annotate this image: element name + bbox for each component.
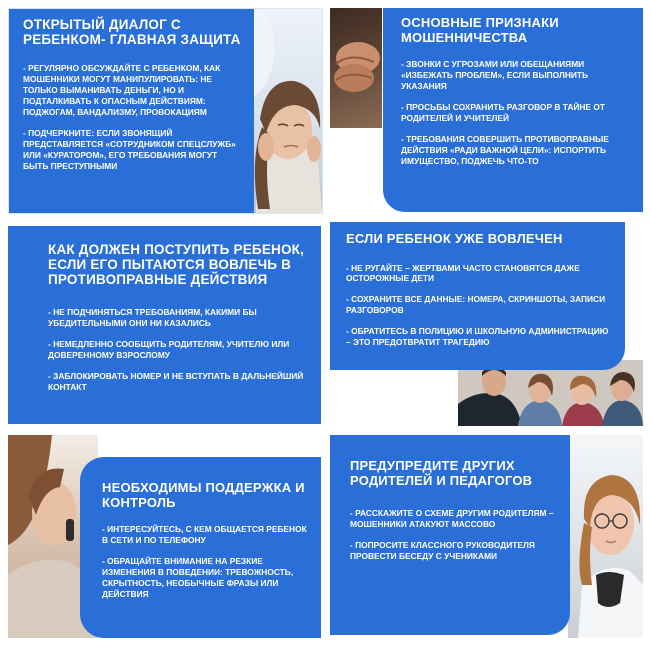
info-card [80,457,321,638]
card-bullet: - ИНТЕРЕСУЙТЕСЬ, С КЕМ ОБЩАЕТСЯ РЕБЕНОК В СЕТИ И ПО ТЕЛЕФОНУ [102,524,311,546]
card-bullet: - СОХРАНИТЕ ВСЕ ДАННЫЕ: НОМЕРА, СКРИНШОТЫ, ЗАПИСИ РАЗГОВОРОВ [346,294,613,316]
card-bullet: - ЗАБЛОКИРОВАТЬ НОМЕР И НЕ ВСТУПАТЬ В ДАЛЬНЕЙШИЙ КОНТАКТ [48,371,307,393]
tile-open-dialog [8,8,323,214]
tile-warn-others [330,435,643,638]
info-card [330,435,570,635]
card-bullet: - НЕМЕДЛЕННО СООБЩИТЬ РОДИТЕЛЯМ, УЧИТЕЛЮ ИЛИ ДОВЕРЕННОМУ ВЗРОСЛОМУ [48,339,307,361]
tile-fraud-signs [330,8,643,212]
card-bullet: - ОБРАЩАЙТЕ ВНИМАНИЕ НА РЕЗКИЕ ИЗМЕНЕНИЯ В ПОВЕДЕНИИ: ТРЕВОЖНОСТЬ, СКРЫТНОСТЬ, НЕОБЫЧНЫЕ ФРАЗЫ ИЛИ ДЕЙСТВИЯ [102,556,311,600]
card-bullet: - ОБРАТИТЕСЬ В ПОЛИЦИЮ И ШКОЛЬНУЮ АДМИНИСТРАЦИЮ – ЭТО ПРЕДОТВРАТИТ ТРАГЕДИЮ [346,326,613,348]
tile-support-control [8,435,321,638]
student-with-headphones-photo [568,435,643,638]
card-title: ОТКРЫТЫЙ ДИАЛОГ С РЕБЕНКОМ- ГЛАВНАЯ ЗАЩИТА [23,17,241,48]
card-bullet: - РЕГУЛЯРНО ОБСУЖДАЙТЕ С РЕБЕНКОМ, КАК МОШЕННИКИ МОГУТ МАНИПУЛИРОВАТЬ: НЕ ТОЛЬКО ВЫМАНИВАТЬ ДЕНЬГИ, НО И ПОДТАЛКИВАТЬ К ОПАСНЫМ ДЕЙСТВИЯМ: ПОДЖОГАМ, ВАНДАЛИЗМУ, ПРОВОКАЦИЯМ [23,63,244,118]
tile-child-actions [8,226,321,424]
card-bullet: - ЗВОНКИ С УГРОЗАМИ ИЛИ ОБЕЩАНИЯМИ «ИЗБЕЖАТЬ ПРОБЛЕМ», ЕСЛИ ВЫПОЛНИТЬ УКАЗАНИЯ [401,59,631,92]
card-bullet: - ТРЕБОВАНИЯ СОВЕРШИТЬ ПРОТИВОПРАВНЫЕ ДЕЙСТВИЯ «РАДИ ВАЖНОЙ ЦЕЛИ»: ИСПОРТИТЬ ИМУЩЕСТВО, ПОДЖЕЧЬ ЧТО-ТО [401,134,631,167]
card-bullet: - НЕ РУГАЙТЕ – ЖЕРТВАМИ ЧАСТО СТАНОВЯТСЯ ДАЖЕ ОСТОРОЖНЫЕ ДЕТИ [346,263,613,285]
card-bullet: - ПОПРОСИТЕ КЛАССНОГО РУКОВОДИТЕЛЯ ПРОВЕСТИ БЕСЕДУ С УЧЕНИКАМИ [350,540,558,562]
card-title: ПРЕДУПРЕДИТЕ ДРУГИХ РОДИТЕЛЕЙ И ПЕДАГОГОВ [350,458,533,488]
card-title: НЕОБХОДИМЫ ПОДДЕРЖКА И КОНТРОЛЬ [102,480,305,510]
card-bullet: - НЕ ПОДЧИНЯТЬСЯ ТРЕБОВАНИЯМ, КАКИМИ БЫ УБЕДИТЕЛЬНЫМИ ОНИ НИ КАЗАЛИСЬ [48,307,307,329]
clasped-hands-photo [330,8,382,128]
card-bullet: - РАССКАЖИТЕ О СХЕМЕ ДРУГИМ РОДИТЕЛЯМ – МОШЕННИКИ АТАКУЮТ МАССОВО [350,508,558,530]
info-card [383,8,643,212]
card-bullet: - ПОДЧЕРКНИТЕ: ЕСЛИ ЗВОНЯЩИЙ ПРЕДСТАВЛЯЕТСЯ «СОТРУДНИКОМ СПЕЦСЛУЖБ» ИЛИ «КУРАТОРОМ», ЕГО ТРЕБОВАНИЯ МОГУТ БЫТЬ ПРЕСТУПНЫМИ [23,128,244,172]
info-card [8,226,321,424]
card-bullet: - ПРОСЬБЫ СОХРАНИТЬ РАЗГОВОР В ТАЙНЕ ОТ РОДИТЕЛЕЙ И УЧИТЕЛЕЙ [401,102,631,124]
card-title: КАК ДОЛЖЕН ПОСТУПИТЬ РЕБЕНОК, ЕСЛИ ЕГО ПЫТАЮТСЯ ВОВЛЕЧЬ В ПРОТИВОПРАВНЫЕ ДЕЙСТВИЯ [48,242,305,288]
info-card [9,9,254,213]
card-title: ОСНОВНЫЕ ПРИЗНАКИ МОШЕННИЧЕСТВА [401,15,559,45]
info-card [330,222,625,370]
tile-already-involved [330,222,643,426]
card-title: ЕСЛИ РЕБЕНОК УЖЕ ВОВЛЕЧЕН [346,231,563,246]
